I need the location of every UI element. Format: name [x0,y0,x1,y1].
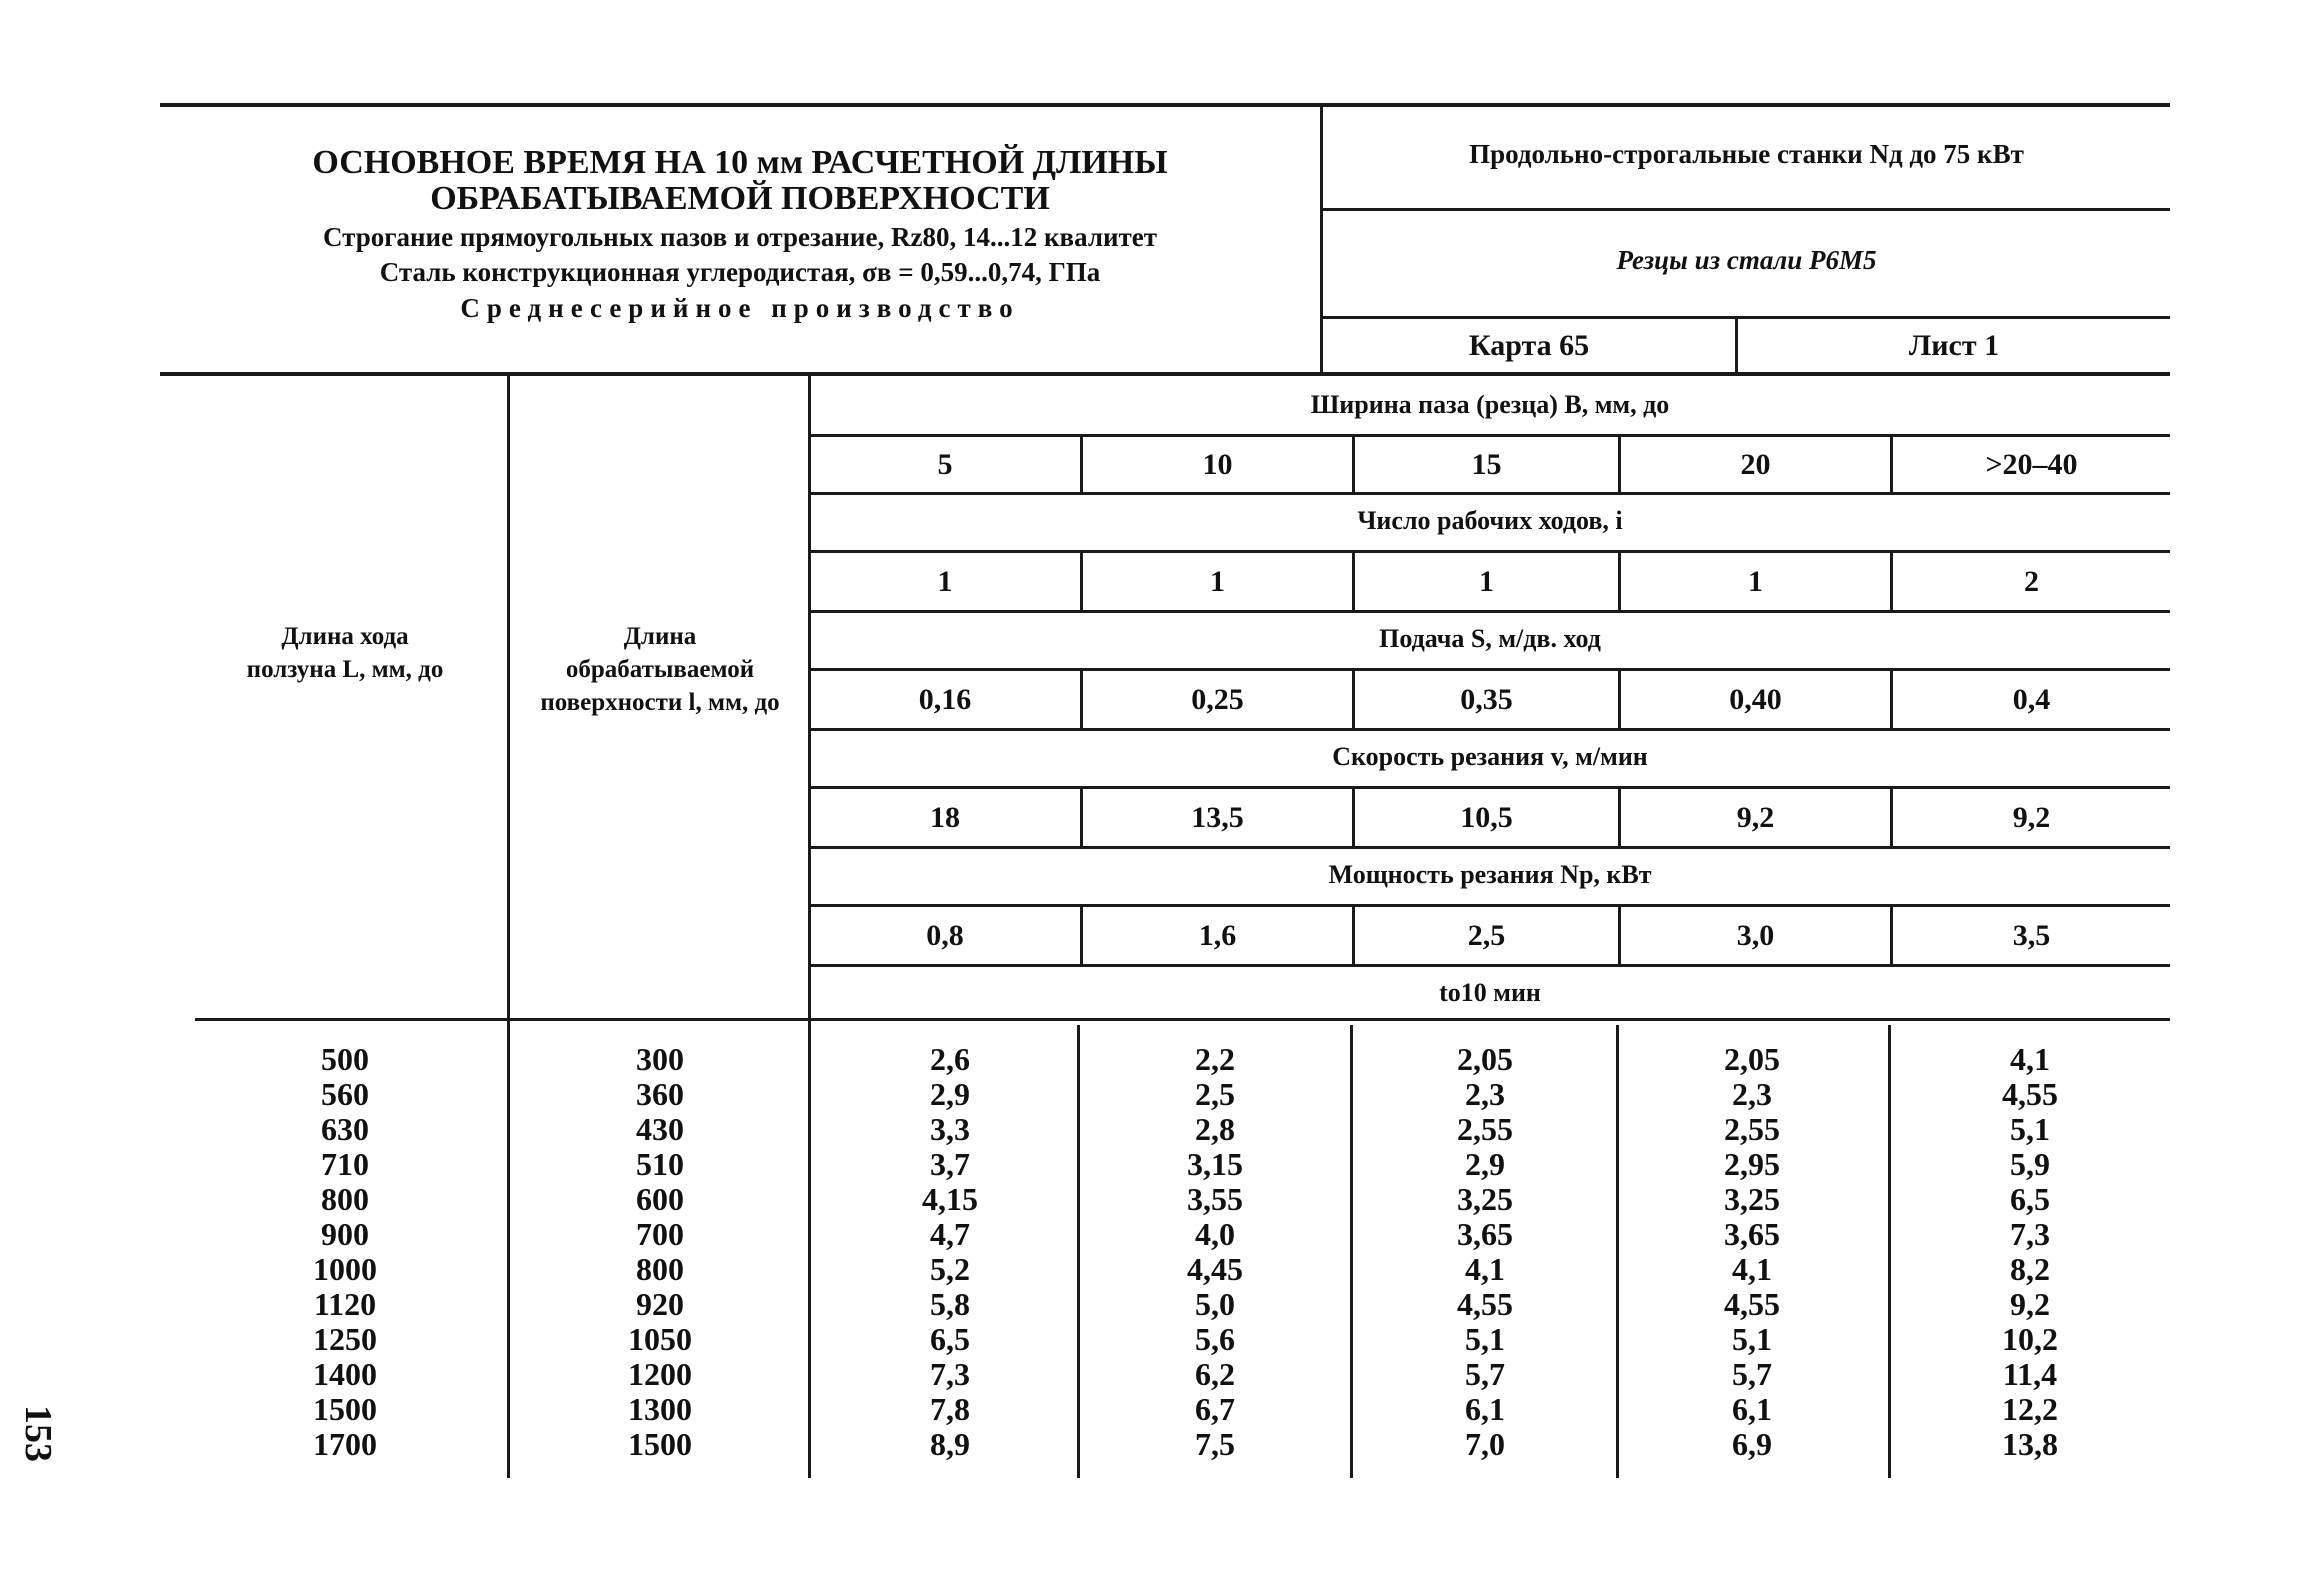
table-cell: 1250 [313,1321,377,1357]
table-cell: 11,4 [2002,1356,2058,1392]
table-cell: 4,7 [930,1216,970,1252]
table-cell: 6,7 [1195,1391,1235,1427]
table-cell: 5,7 [1465,1356,1505,1392]
table-cell: 10,2 [2002,1321,2058,1357]
table-cell: 6,5 [930,1321,970,1357]
table-cell: 900 [321,1216,369,1252]
table-cell: 1300 [628,1391,692,1427]
feed-value: 0,4 [2012,682,2051,716]
table-cell: 4,15 [922,1181,978,1217]
table-cell: 700 [636,1216,684,1252]
width-value: 15 [1471,447,1502,481]
table-cell: 2,2 [1195,1041,1235,1077]
time-column-width-20 [1652,1042,1852,1462]
table-cell: 1400 [313,1356,377,1392]
table-cell: 7,5 [1195,1426,1235,1462]
subtitle-line-1: Строгание прямоугольных пазов и отрезание, Rz80, 14...12 квалитет [322,222,1158,252]
table-cell: 6,9 [1732,1426,1772,1462]
v-div-3f [1616,1025,1619,1478]
table-cell: 4,0 [1195,1216,1235,1252]
table-cell: 2,3 [1732,1076,1772,1112]
time-column-width-15 [1385,1042,1585,1462]
table-cell: 630 [321,1111,369,1147]
passes-value: 1 [1748,564,1763,598]
table-cell: 710 [321,1146,369,1182]
width-value: >20–40 [1985,447,2078,481]
feed-value: 0,40 [1729,682,1782,716]
stroke-length-header: Длина хода ползуна L, мм, до [246,623,444,683]
tool-material: Резцы из стали Р6М5 [1616,245,1877,275]
surface-length-column [560,1042,760,1462]
col-divider-L [507,376,510,1478]
width-value: 20 [1740,447,1771,481]
table-cell: 2,6 [930,1041,970,1077]
table-cell: 300 [636,1041,684,1077]
table-cell: 7,3 [930,1356,970,1392]
table-cell: 3,15 [1187,1146,1243,1182]
power-value: 3,0 [1736,918,1775,952]
surface-length-header: Длина обрабатываемой поверхности l, мм, до [540,623,780,716]
table-cell: 3,7 [930,1146,970,1182]
table-cell: 1700 [313,1426,377,1462]
table-cell: 3,65 [1457,1216,1513,1252]
table-cell: 4,55 [2002,1076,2058,1112]
speed-value: 9,2 [2012,800,2051,834]
feed-label: Подача S, м/дв. ход [1379,624,1601,653]
table-cell: 560 [321,1076,369,1112]
table-cell: 4,1 [1465,1251,1505,1287]
table-cell: 5,8 [930,1286,970,1322]
speed-value: 13,5 [1191,800,1244,834]
top-rule [160,103,2170,107]
table-cell: 9,2 [2010,1286,2050,1322]
table-cell: 2,05 [1457,1041,1513,1077]
table-cell: 5,1 [1465,1321,1505,1357]
speed-label: Скорость резания v, м/мин [1332,742,1648,771]
width-value: 5 [937,447,953,481]
table-cell: 2,55 [1457,1111,1513,1147]
table-cell: 800 [321,1181,369,1217]
table-cell: 1120 [313,1286,377,1322]
table-cell: 2,95 [1724,1146,1780,1182]
table-cell: 2,9 [1465,1146,1505,1182]
production-type: Среднесерийное производство [460,293,1020,323]
table-cell: 4,1 [2010,1041,2050,1077]
table-cell: 5,9 [2010,1146,2050,1182]
table-cell: 920 [636,1286,684,1322]
table-cell: 7,0 [1465,1426,1505,1462]
table-cell: 3,3 [930,1111,970,1147]
table-cell: 4,1 [1732,1251,1772,1287]
stroke-length-column [245,1042,445,1462]
v-div-4f [1888,1025,1891,1478]
table-cell: 12,2 [2002,1391,2058,1427]
table-cell: 430 [636,1111,684,1147]
table-cell: 2,9 [930,1076,970,1112]
table-cell: 6,2 [1195,1356,1235,1392]
power-label: Мощность резания Nр, кВт [1328,860,1652,889]
table-cell: 5,1 [2010,1111,2050,1147]
feed-value: 0,35 [1460,682,1513,716]
table-cell: 3,55 [1187,1181,1243,1217]
time-column-width-10 [1115,1042,1315,1462]
sheet-number: Лист 1 [1908,328,2000,362]
table-cell: 8,9 [930,1426,970,1462]
table-cell: 8,2 [2010,1251,2050,1287]
table-cell: 1050 [628,1321,692,1357]
feed-value: 0,16 [918,682,972,716]
table-cell: 1000 [313,1251,377,1287]
passes-value: 2 [2024,564,2039,598]
width-label: Ширина паза (резца) B, мм, до [1310,390,1670,419]
machine-type: Продольно-строгальные станки Nд до 75 кВт [1469,139,2024,169]
passes-value: 1 [937,564,953,598]
power-value: 0,8 [926,918,964,952]
feed-value: 0,25 [1191,682,1244,716]
v-div-2f [1350,1025,1353,1478]
table-cell: 1500 [313,1391,377,1427]
time-label: tо10 мин [1439,977,1541,1007]
table-cell: 360 [636,1076,684,1112]
table-cell: 7,3 [2010,1216,2050,1252]
power-value: 2,5 [1467,918,1506,952]
speed-value: 9,2 [1736,800,1775,834]
time-column-width-5 [850,1042,1050,1462]
passes-value: 1 [1210,564,1225,598]
width-value: 10 [1202,447,1233,481]
table-cell: 6,1 [1732,1391,1772,1427]
time-label-rule [195,1018,2170,1021]
speed-value: 10,5 [1460,800,1513,834]
power-value: 3,5 [2012,918,2051,952]
table-cell: 4,55 [1457,1286,1513,1322]
table-cell: 3,25 [1457,1181,1513,1217]
passes-value: 1 [1479,564,1494,598]
table-cell: 510 [636,1146,684,1182]
table-cell: 500 [321,1041,369,1077]
table-cell: 4,55 [1724,1286,1780,1322]
page-number: 153 [17,1405,59,1462]
table-cell: 2,8 [1195,1111,1235,1147]
speed-value: 18 [930,800,960,834]
table-cell: 2,3 [1465,1076,1505,1112]
power-value: 1,6 [1198,918,1237,952]
table-cell: 5,7 [1732,1356,1772,1392]
subtitle-line-2: Сталь конструкционная углеродистая, σв = 0,59...0,74, ГПа [379,257,1101,287]
v-div-1f [1077,1025,1080,1478]
table-cell: 3,25 [1724,1181,1780,1217]
card-number: Карта 65 [1468,328,1590,362]
table-cell: 2,55 [1724,1111,1780,1147]
table-cell: 7,8 [930,1391,970,1427]
table-cell: 1500 [628,1426,692,1462]
table-cell: 5,6 [1195,1321,1235,1357]
table-cell: 4,45 [1187,1251,1243,1287]
table-cell: 6,5 [2010,1181,2050,1217]
passes-label: Число рабочих ходов, i [1357,506,1623,535]
table-cell: 13,8 [2002,1426,2058,1462]
table-cell: 2,05 [1724,1041,1780,1077]
table-cell: 600 [636,1181,684,1217]
table-cell: 5,2 [930,1251,970,1287]
table-cell: 800 [636,1251,684,1287]
table-cell: 3,65 [1724,1216,1780,1252]
table-cell: 6,1 [1465,1391,1505,1427]
table-cell: 5,1 [1732,1321,1772,1357]
table-cell: 5,0 [1195,1286,1235,1322]
title-line-2: ОБРАБАТЫВАЕМОЙ ПОВЕРХНОСТИ [430,180,1050,217]
title-line-1: ОСНОВНОЕ ВРЕМЯ НА 10 мм РАСЧЕТНОЙ ДЛИНЫ [312,144,1168,181]
machine-rule [1320,208,2170,211]
table-cell: 1200 [628,1356,692,1392]
time-column-width-20-40 [1930,1042,2130,1462]
table-cell: 2,5 [1195,1076,1235,1112]
